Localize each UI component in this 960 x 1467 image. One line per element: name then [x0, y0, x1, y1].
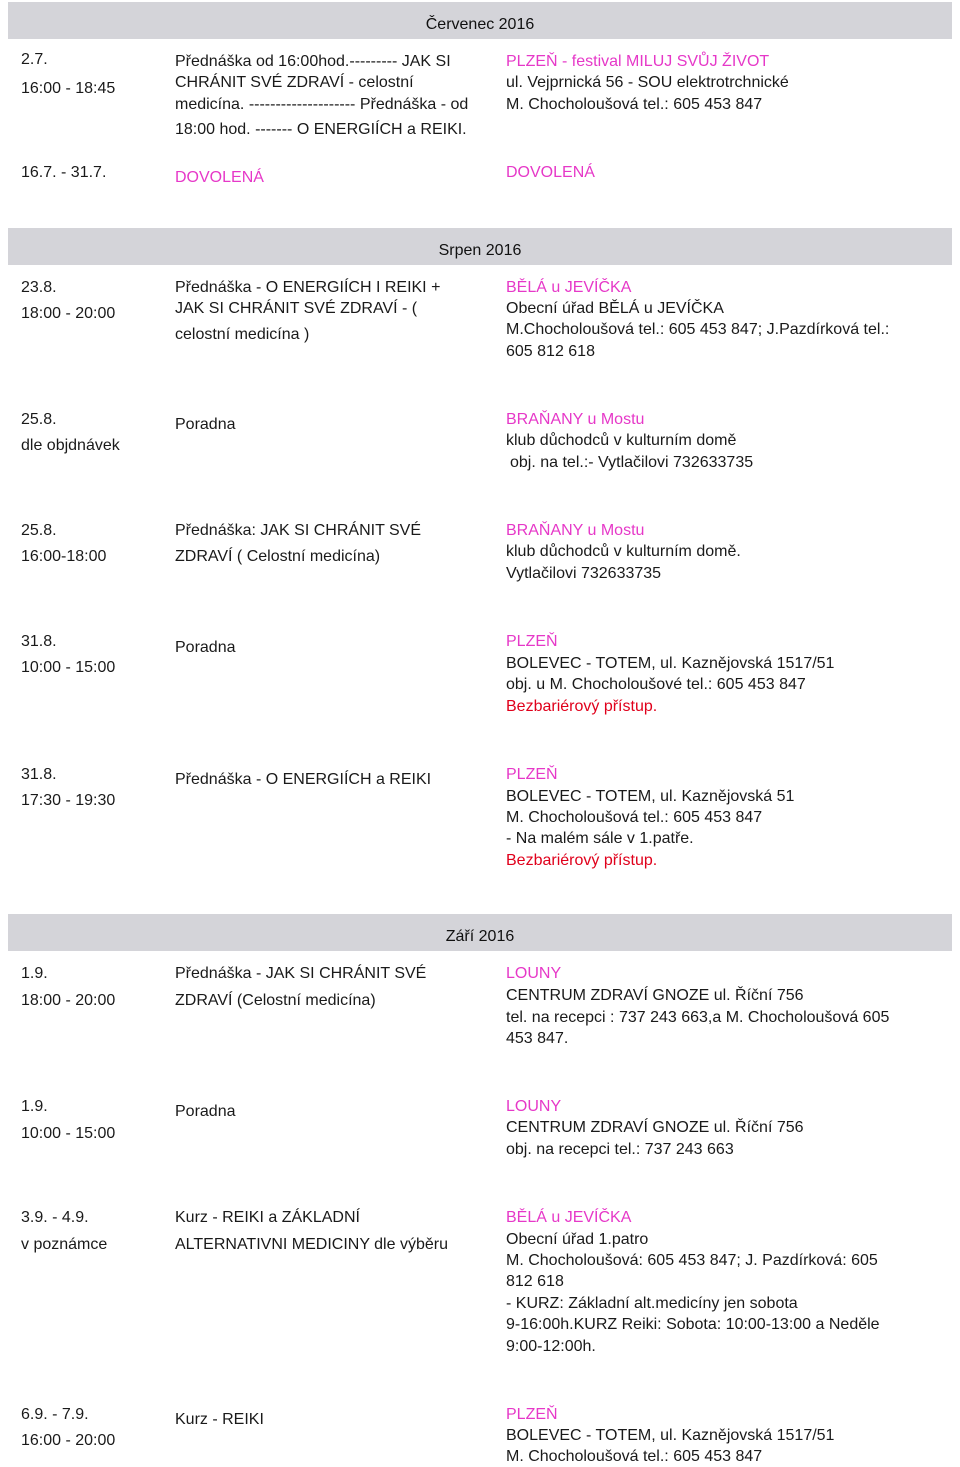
event-info: BOLEVEC - TOTEM, ul. Kaznějovská 1517/51 [506, 1427, 835, 1444]
event-place: BRAŇANY u Mostu [506, 522, 645, 539]
event-place: PLZEŇ - festival MILUJ SVŮJ ŽIVOT [506, 53, 770, 70]
event-place: PLZEŇ [506, 633, 558, 650]
event-info: Obecní úřad 1.patro [506, 1231, 649, 1248]
event-place: BĚLÁ u JEVÍČKA [506, 279, 632, 296]
event-info: obj. u M. Chocholoušové tel.: 605 453 847 [506, 676, 806, 693]
event-description: Poradna [175, 639, 236, 656]
event-place: BRAŇANY u Mostu [506, 411, 645, 428]
event-info: 9-16:00h.KURZ Reiki: Sobota: 10:00-13:00 a Neděle [506, 1316, 880, 1333]
event-description: ZDRAVÍ ( Celostní medicína) [175, 548, 381, 565]
event-description: medicína. -------------------- Přednáška - od [175, 96, 469, 113]
event-description: Poradna [175, 416, 236, 433]
event-place: PLZEŇ [506, 766, 558, 783]
month-header-july: Červenec 2016 [8, 2, 952, 39]
event-description: celostní medicína ) [175, 326, 310, 343]
event-description: Přednáška: JAK SI CHRÁNIT SVÉ [175, 522, 422, 539]
event-place: LOUNY [506, 1098, 562, 1115]
event-description: 18:00 hod. ------- O ENERGIÍCH a REIKI. [175, 121, 467, 138]
event-info: CENTRUM ZDRAVÍ GNOZE ul. Říční 756 [506, 987, 804, 1004]
event-info: tel. na recepci : 737 243 663,a M. Chocholoušová 605 [506, 1009, 890, 1026]
event-description: ZDRAVÍ (Celostní medicína) [175, 992, 376, 1009]
event-description: CHRÁNIT SVÉ ZDRAVÍ - celostní [175, 74, 414, 91]
event-info: BOLEVEC - TOTEM, ul. Kaznějovská 51 [506, 788, 795, 805]
event-time: 17:30 - 19:30 [21, 792, 116, 809]
event-info: CENTRUM ZDRAVÍ GNOZE ul. Říční 756 [506, 1119, 804, 1136]
event-description: Přednáška - O ENERGIÍCH I REIKI + [175, 279, 441, 296]
month-header-august: Srpen 2016 [8, 228, 952, 265]
event-description: DOVOLENÁ [175, 169, 264, 186]
event-date: 31.8. [21, 633, 57, 650]
event-info: - KURZ: Základní alt.medicíny jen sobota [506, 1295, 798, 1312]
event-info: 605 812 618 [506, 343, 595, 360]
event-info: M.Chocholoušová tel.: 605 453 847; J.Pazdírková tel.: [506, 321, 890, 338]
event-date: 6.9. - 7.9. [21, 1406, 89, 1423]
event-place: LOUNY [506, 965, 562, 982]
event-date: 1.9. [21, 965, 48, 982]
event-date: 23.8. [21, 279, 57, 296]
event-info: Obecní úřad BĚLÁ u JEVÍČKA [506, 300, 724, 317]
event-time: 18:00 - 20:00 [21, 992, 116, 1009]
event-info: M. Chocholoušová: 605 453 847; J. Pazdírková: 605 [506, 1252, 878, 1269]
event-date: 25.8. [21, 411, 57, 428]
event-date: 2.7. [21, 51, 48, 68]
event-description: JAK SI CHRÁNIT SVÉ ZDRAVÍ - ( [175, 300, 418, 317]
event-date: 25.8. [21, 522, 57, 539]
event-info: 9:00-12:00h. [506, 1338, 596, 1355]
event-time: 18:00 - 20:00 [21, 305, 116, 322]
accessibility-note: Bezbariérový přístup. [506, 852, 658, 869]
event-description: Přednáška - JAK SI CHRÁNIT SVÉ [175, 965, 427, 982]
event-info: ul. Vejprnická 56 - SOU elektrotrchnické [506, 74, 789, 91]
event-info: 453 847. [506, 1030, 569, 1047]
event-date: 3.9. - 4.9. [21, 1209, 89, 1226]
event-time: dle objdnávek [21, 437, 120, 454]
event-info: Vytlačilovi 732633735 [506, 565, 662, 582]
event-time: 10:00 - 15:00 [21, 659, 116, 676]
event-place: PLZEŇ [506, 1406, 558, 1423]
event-time: 10:00 - 15:00 [21, 1125, 116, 1142]
event-description: ALTERNATIVNI MEDICINY dle výběru [175, 1236, 448, 1253]
event-info: BOLEVEC - TOTEM, ul. Kaznějovská 1517/51 [506, 655, 835, 672]
event-date: 1.9. [21, 1098, 48, 1115]
event-info: - Na malém sále v 1.patře. [506, 830, 694, 847]
event-time: 16:00 - 18:45 [21, 80, 116, 97]
event-info: M. Chocholoušová tel.: 605 453 847 [506, 1448, 763, 1465]
event-description: Poradna [175, 1103, 236, 1120]
event-info: obj. na recepci tel.: 737 243 663 [506, 1141, 734, 1158]
event-description: Přednáška - O ENERGIÍCH a REIKI [175, 771, 432, 788]
event-description: Přednáška od 16:00hod.--------- JAK SI [175, 53, 451, 70]
event-time: 16:00 - 20:00 [21, 1432, 116, 1449]
event-info: M. Chocholoušová tel.: 605 453 847 [506, 809, 763, 826]
event-description: Kurz - REIKI [175, 1411, 264, 1428]
accessibility-note: Bezbariérový přístup. [506, 698, 658, 715]
event-place: BĚLÁ u JEVÍČKA [506, 1209, 632, 1226]
event-date: 31.8. [21, 766, 57, 783]
event-info: klub důchodců v kulturním domě. [506, 543, 741, 560]
event-info: klub důchodců v kulturním domě [506, 432, 737, 449]
event-time: 16:00-18:00 [21, 548, 107, 565]
event-description: Kurz - REIKI a ZÁKLADNÍ [175, 1209, 360, 1226]
event-info: 812 618 [506, 1273, 564, 1290]
event-time: v poznámce [21, 1236, 108, 1253]
event-info: obj. na tel.:- Vytlačilovi 732633735 [510, 454, 754, 471]
event-place: DOVOLENÁ [506, 164, 595, 181]
event-date: 16.7. - 31.7. [21, 164, 107, 181]
event-info: M. Chocholoušová tel.: 605 453 847 [506, 96, 763, 113]
month-header-september: Září 2016 [8, 914, 952, 951]
